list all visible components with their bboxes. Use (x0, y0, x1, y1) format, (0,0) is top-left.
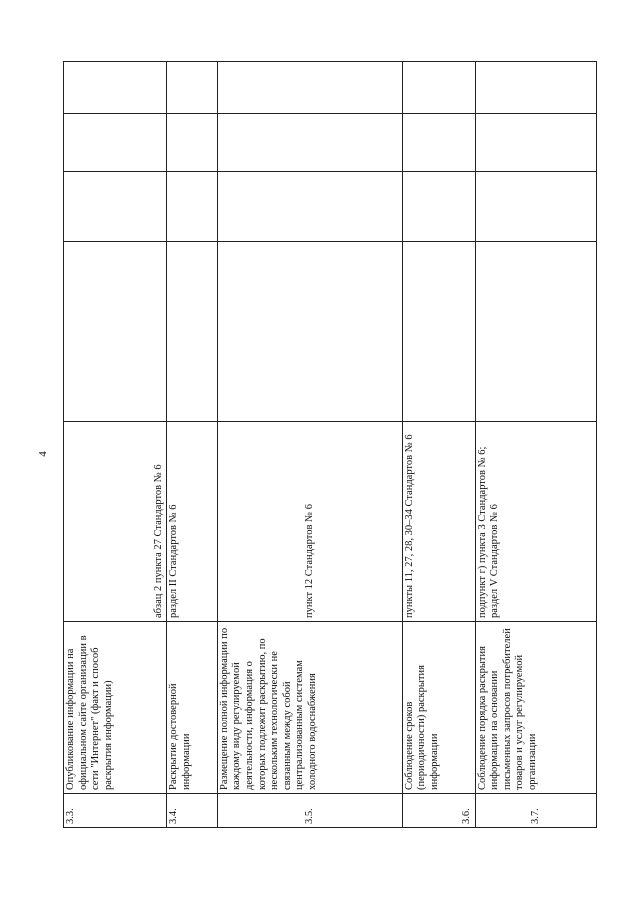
empty-cell (475, 114, 596, 172)
empty-cell (64, 172, 167, 242)
empty-cell (402, 172, 475, 242)
requirement-cell: Раскрытие достоверной информации (167, 622, 217, 794)
requirement-cell: Соблюдение порядка раскрытия информации на основании письменных запросов потребителей товаров и услуг регулируемой организации (475, 622, 596, 794)
row-number: 3.6. (402, 794, 475, 828)
row-number: 3.7. (475, 794, 596, 828)
requirement-cell: Соблюдение сроков (периодичности) раскрытия информации (402, 622, 475, 794)
empty-cell (402, 114, 475, 172)
rotated-table-container (63, 62, 597, 828)
empty-cell (167, 242, 217, 422)
page-number: 4 (37, 451, 49, 457)
empty-cell (475, 172, 596, 242)
empty-cell (64, 242, 167, 422)
basis-cell: раздел II Стандартов № 6 (167, 422, 217, 622)
compliance-table (63, 61, 597, 828)
table-row (64, 62, 167, 828)
empty-cell (475, 242, 596, 422)
empty-cell (64, 114, 167, 172)
empty-cell (402, 242, 475, 422)
empty-cell (167, 114, 217, 172)
empty-cell (217, 114, 402, 172)
table-row (475, 62, 596, 828)
row-number: 3.5. (217, 794, 402, 828)
requirement-cell: Опубликование информации на официальном сайте организации в сети "Интернет" (факт и способ раскрытия информации) (64, 622, 167, 794)
empty-cell (64, 62, 167, 114)
empty-cell (167, 62, 217, 114)
table-row (167, 62, 217, 828)
basis-cell: абзац 2 пункта 27 Стандартов № 6 (64, 422, 167, 622)
empty-cell (475, 62, 596, 114)
empty-cell (402, 62, 475, 114)
empty-cell (217, 62, 402, 114)
requirement-cell: Размещение полной информации по каждому виду регулируемой деятельности, информация о которых подлежит раскрытию, по нескольким технологически не связанным между собой централизованным системам холодного водоснабжения (217, 622, 402, 794)
empty-cell (217, 172, 402, 242)
table-row (217, 62, 402, 828)
row-number: 3.4. (167, 794, 217, 828)
basis-cell: подпункт г) пункта 3 Стандартов № 6; раздел V Стандартов № 6 (475, 422, 596, 622)
basis-cell: пункты 11, 27, 28, 30–34 Стандартов № 6 (402, 422, 475, 622)
row-number: 3.3. (64, 794, 167, 828)
empty-cell (167, 172, 217, 242)
table-row (402, 62, 475, 828)
basis-cell: пункт 12 Стандартов № 6 (217, 422, 402, 622)
empty-cell (217, 242, 402, 422)
